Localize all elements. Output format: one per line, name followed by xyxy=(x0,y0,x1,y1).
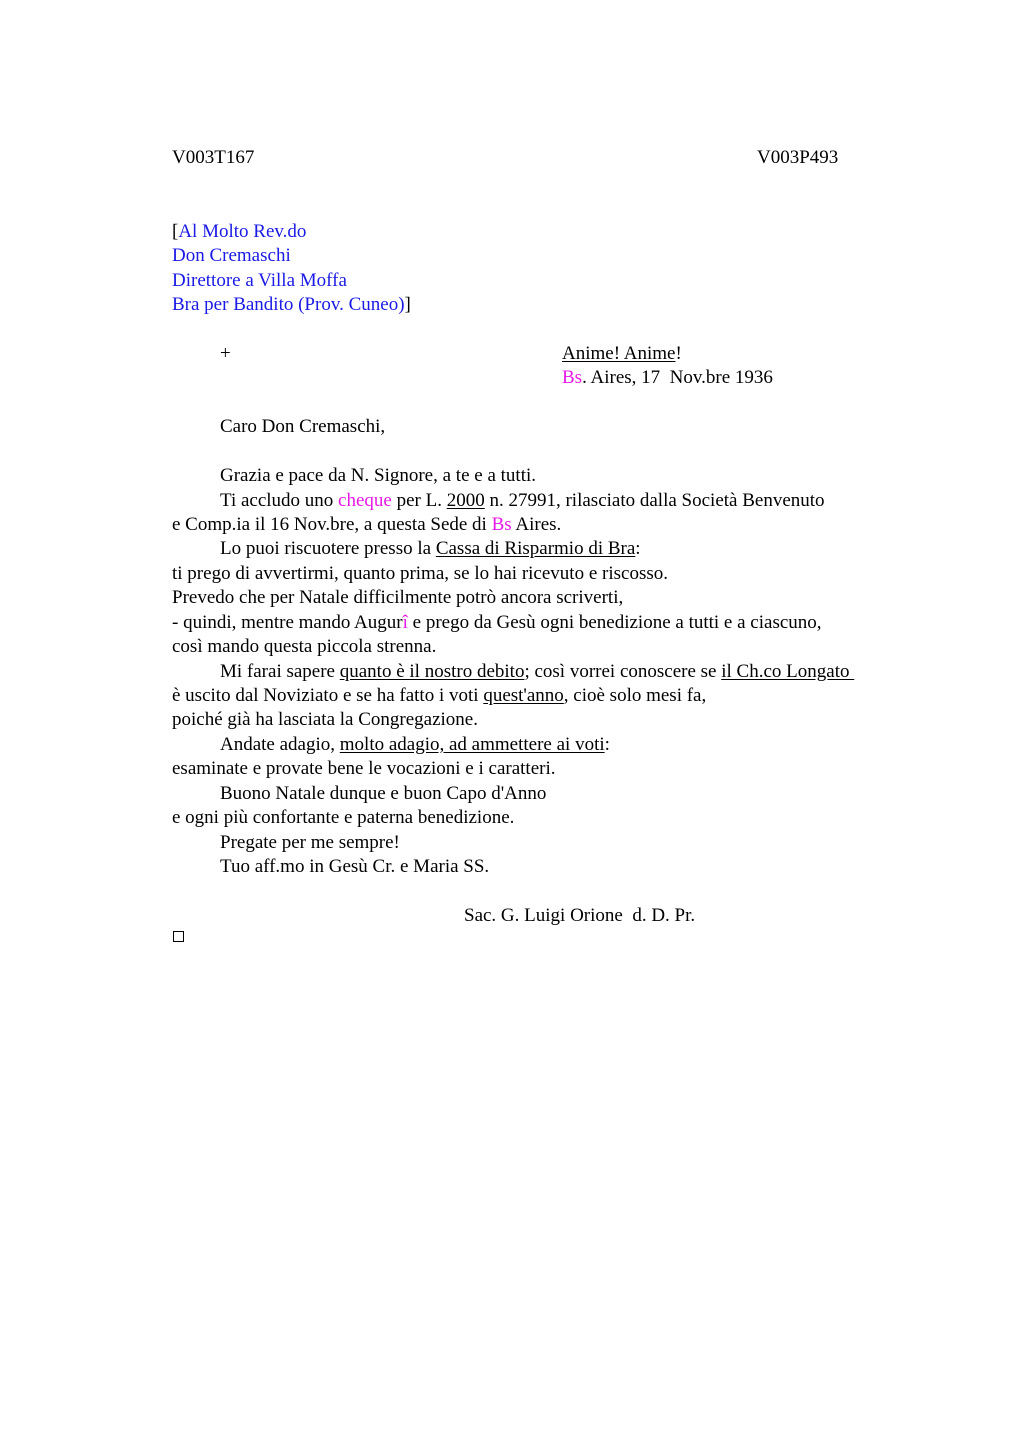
address-line-1 xyxy=(172,220,306,244)
motto-end: ! xyxy=(675,343,682,364)
body-line-7-part-c: e prego da Gesù ogni benedizione a tutti e a ciascuno, xyxy=(407,612,822,633)
body-line-7-part-a: - quindi, mentre mando Augur xyxy=(172,612,403,633)
address-line-2: Don Cremaschi xyxy=(172,245,291,266)
body-line-11: poiché già ha lasciata la Congregazione. xyxy=(172,709,478,730)
body-line-14: Buono Natale dunque e buon Capo d'Anno xyxy=(220,783,547,804)
body-line-17: Tuo aff.mo in Gesù Cr. e Maria SS. xyxy=(220,856,490,877)
body-line-12-part-c: : xyxy=(604,734,610,755)
place-date-rest: . Aires, 17 Nov.bre 1936 xyxy=(582,367,773,388)
body-line-12 xyxy=(220,733,610,757)
body-line-10-part-a: è uscito dal Noviziato e se ha fatto i voti xyxy=(172,685,484,706)
document-code-left: V003T167 xyxy=(172,147,255,168)
body-line-13: esaminate e provate bene le vocazioni e i caratteri. xyxy=(172,758,556,779)
body-line-4-part-a: Lo puoi riscuotere presso la xyxy=(220,538,436,559)
address-open-bracket: [ xyxy=(172,221,179,242)
body-line-9-part-a: Mi farai sapere xyxy=(220,661,340,682)
salutation: Caro Don Cremaschi, xyxy=(220,416,386,437)
body-line-5: ti prego di avvertirmi, quanto prima, se lo hai ricevuto e riscosso. xyxy=(172,563,668,584)
place-date xyxy=(562,366,773,390)
body-line-7 xyxy=(172,611,822,635)
body-line-4-part-c: : xyxy=(635,538,641,559)
vows-phrase: molto adagio, ad ammettere ai voti xyxy=(339,734,605,755)
address-close-bracket: ] xyxy=(404,294,411,315)
body-line-1: Grazia e pace da N. Signore, a te e a tutti. xyxy=(220,465,536,486)
body-line-15: e ogni più confortante e paterna benedizione. xyxy=(172,807,515,828)
cleric-name: il Ch.co Longato xyxy=(721,661,855,682)
body-line-3 xyxy=(172,513,561,537)
body-line-8: così mando questa piccola strenna. xyxy=(172,636,437,657)
body-line-6: Prevedo che per Natale difficilmente potrò ancora scriverti, xyxy=(172,587,624,608)
body-line-3-part-c: Aires. xyxy=(511,514,562,535)
accented-letter: î xyxy=(402,612,408,633)
body-line-12-part-a: Andate adagio, xyxy=(220,734,340,755)
body-line-4 xyxy=(220,537,641,561)
body-line-2-part-c: per L. xyxy=(391,490,447,511)
body-line-9 xyxy=(220,660,854,684)
cross-symbol: + xyxy=(220,343,231,364)
motto-underlined: Anime! Anime xyxy=(562,343,676,364)
body-line-3-part-a: e Comp.ia il 16 Nov.bre, a questa Sede di xyxy=(172,514,492,535)
address-line-3: Direttore a Villa Moffa xyxy=(172,270,347,291)
body-line-10-part-c: , cioè solo mesi fa, xyxy=(563,685,707,706)
place-abbreviation: Bs xyxy=(562,367,583,388)
body-line-9-part-c: ; così vorrei conoscere se xyxy=(524,661,722,682)
body-line-16: Pregate per me sempre! xyxy=(220,832,400,853)
signature: Sac. G. Luigi Orione d. D. Pr. xyxy=(464,905,696,926)
document-code-right: V003P493 xyxy=(757,147,839,168)
body-line-10 xyxy=(172,684,706,708)
debt-phrase: quanto è il nostro debito xyxy=(339,661,525,682)
cheque-word: cheque xyxy=(338,490,392,511)
address-line-4 xyxy=(172,293,411,317)
bank-name: Cassa di Risparmio di Bra xyxy=(435,538,636,559)
this-year-phrase: quest'anno xyxy=(483,685,564,706)
body-line-2-part-e: n. 27991, rilasciato dalla Società Benvenuto xyxy=(484,490,825,511)
place-abbreviation-inline: Bs xyxy=(491,514,512,535)
cheque-amount: 2000 xyxy=(446,490,485,511)
address-city: Bra per Bandito (Prov. Cuneo) xyxy=(172,294,405,315)
motto xyxy=(562,342,682,366)
body-line-2-part-a: Ti accludo uno xyxy=(220,490,339,511)
address-recipient-title: Al Molto Rev.do xyxy=(178,221,307,242)
end-marker-box xyxy=(173,931,184,942)
body-line-2 xyxy=(220,489,825,513)
